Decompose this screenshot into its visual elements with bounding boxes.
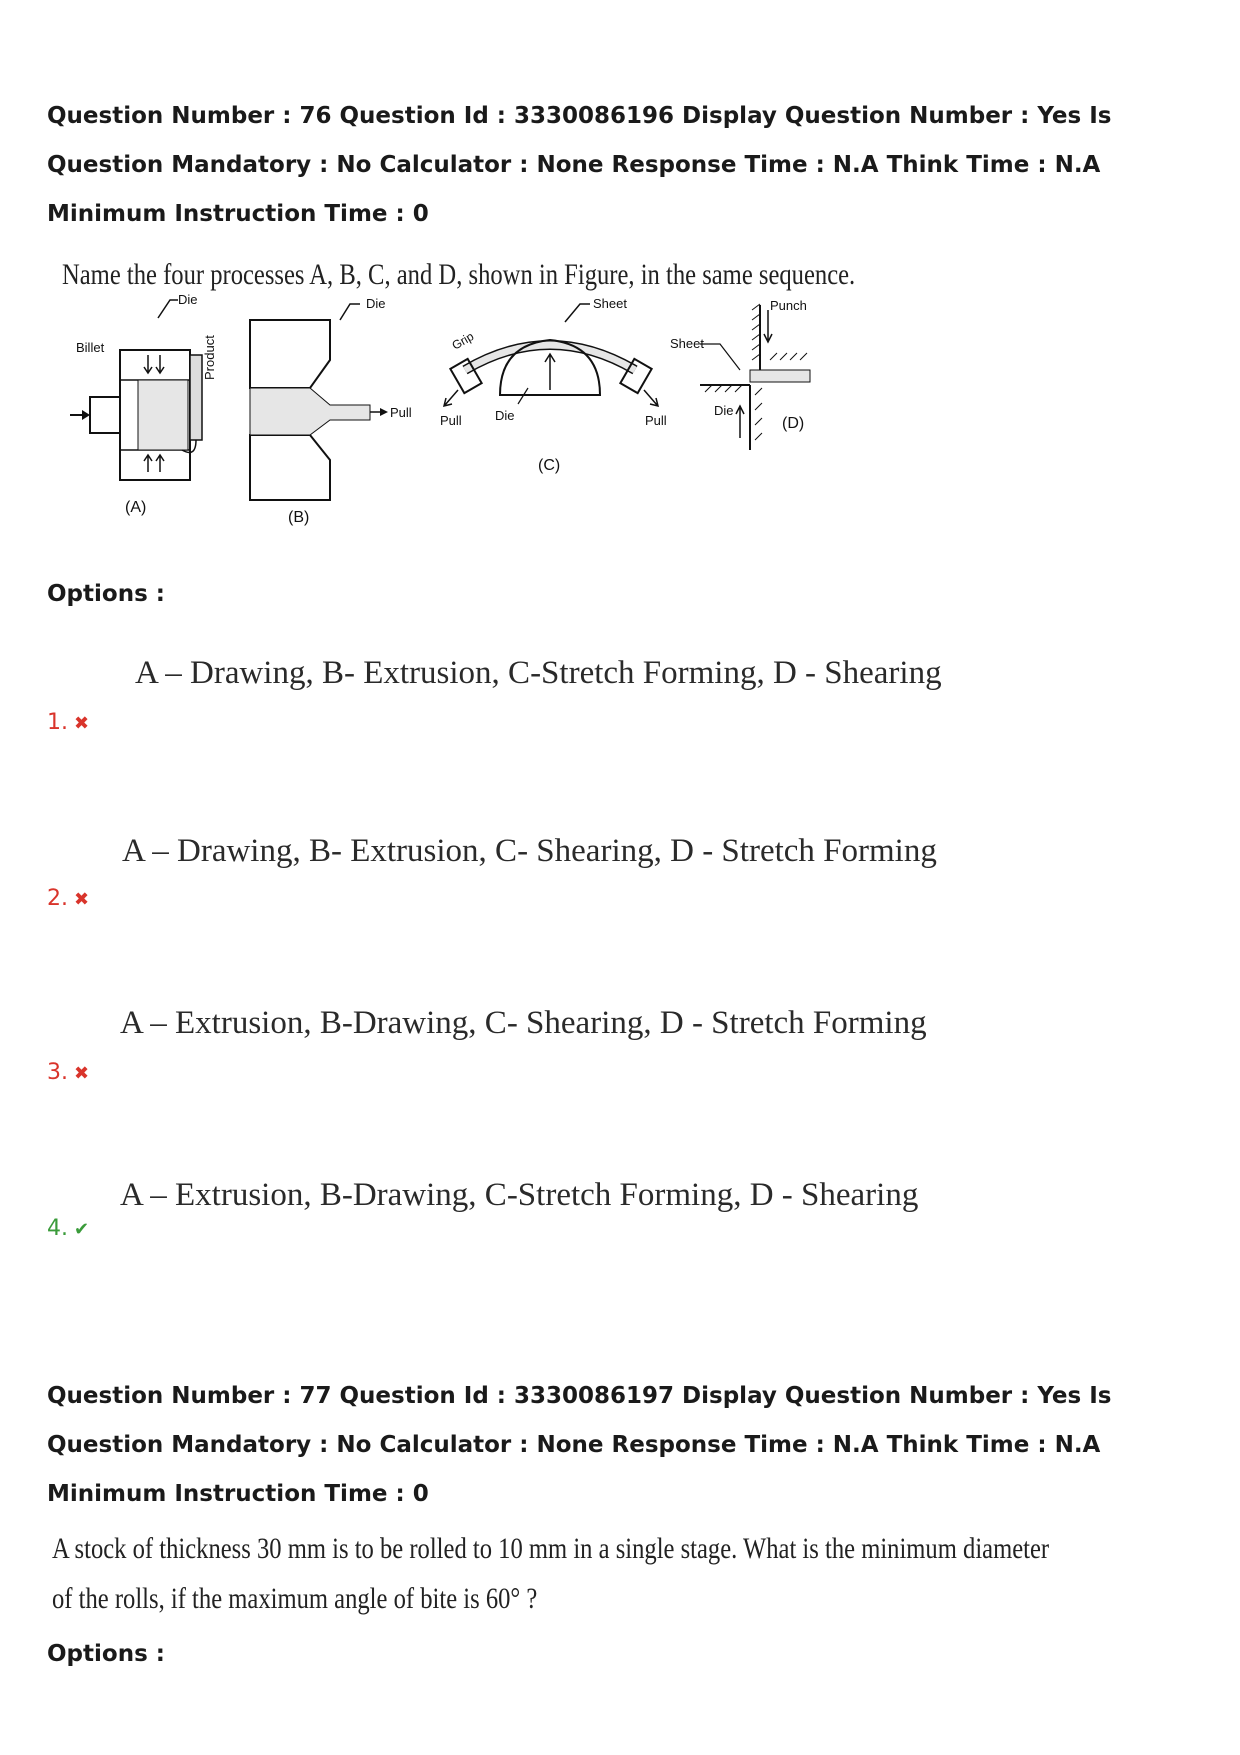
question-77-options-label: Options : — [47, 1641, 165, 1667]
option-1-number-label: 1. — [47, 710, 68, 735]
question-76-meta: Question Number : 76 Question Id : 3330086196 Display Question Number : Yes Is Question Mandatory : No Calculator : None Response Time : N.A Think Time : N.A Minimum Instruction Time : 0 — [47, 103, 1112, 227]
figure-c-die-label: Die — [495, 408, 515, 423]
figure-c-stretch-forming — [440, 296, 667, 474]
option-2-number — [47, 886, 89, 911]
process-figure — [60, 292, 920, 530]
question-77-text-line-1: A stock of thickness 30 mm is to be rolled to 10 mm in a single stage. What is the minimum diameter — [52, 1532, 1050, 1565]
option-4-text[interactable]: A – Extrusion, B-Drawing, C-Stretch Forming, D - Shearing — [120, 1177, 919, 1213]
correct-check-icon: ✔ — [74, 1219, 90, 1240]
figure-d-caption: (D) — [782, 415, 805, 432]
figure-b-pull-label: Pull — [390, 405, 412, 420]
figure-c-sheet-label: Sheet — [593, 296, 627, 311]
option-3-number — [47, 1060, 89, 1085]
figure-b-die-label: Die — [366, 296, 386, 311]
figure-a-extrusion — [70, 292, 217, 516]
figure-c-pull-left-label: Pull — [440, 413, 462, 428]
figure-d-sheet-label: Sheet — [670, 336, 704, 351]
question-77-meta: Question Number : 77 Question Id : 3330086197 Display Question Number : Yes Is Question Mandatory : No Calculator : None Response Time : N.A Think Time : N.A Minimum Instruction Time : 0 — [47, 1383, 1112, 1507]
figure-c-caption: (C) — [538, 457, 561, 474]
question-77-text-line-2: of the rolls, if the maximum angle of bite is 60° ? — [52, 1582, 538, 1615]
figure-d-punch-label: Punch — [770, 298, 807, 313]
wrong-mark-icon: ✖ — [74, 889, 90, 910]
question-76-text: Name the four processes A, B, C, and D, shown in Figure, in the same sequence. — [62, 258, 856, 291]
figure-a-product-label: Product — [202, 335, 217, 380]
figure-a-billet-label: Billet — [76, 340, 105, 355]
option-1-number — [47, 710, 89, 735]
wrong-mark-icon: ✖ — [74, 713, 90, 734]
figure-c-pull-right-label: Pull — [645, 413, 667, 428]
figure-c-grip-label: Grip — [449, 329, 477, 353]
option-2-number-label: 2. — [47, 886, 68, 911]
option-4-number-label: 4. — [47, 1216, 68, 1241]
option-3-text[interactable]: A – Extrusion, B-Drawing, C- Shearing, D - Stretch Forming — [120, 1005, 927, 1041]
figure-a-caption: (A) — [125, 499, 147, 516]
option-2-text[interactable]: A – Drawing, B- Extrusion, C- Shearing, D - Stretch Forming — [122, 833, 937, 869]
option-3-number-label: 3. — [47, 1060, 68, 1085]
figure-d-shearing — [670, 298, 810, 450]
wrong-mark-icon: ✖ — [74, 1063, 90, 1084]
option-1-text[interactable]: A – Drawing, B- Extrusion, C-Stretch Forming, D - Shearing — [135, 655, 942, 691]
figure-b-caption: (B) — [288, 509, 310, 526]
option-4-number — [47, 1216, 89, 1241]
figure-b-drawing — [250, 296, 412, 526]
figure-d-die-label: Die — [714, 403, 734, 418]
question-76-options-label: Options : — [47, 581, 165, 607]
figure-a-die-label: Die — [178, 292, 198, 307]
